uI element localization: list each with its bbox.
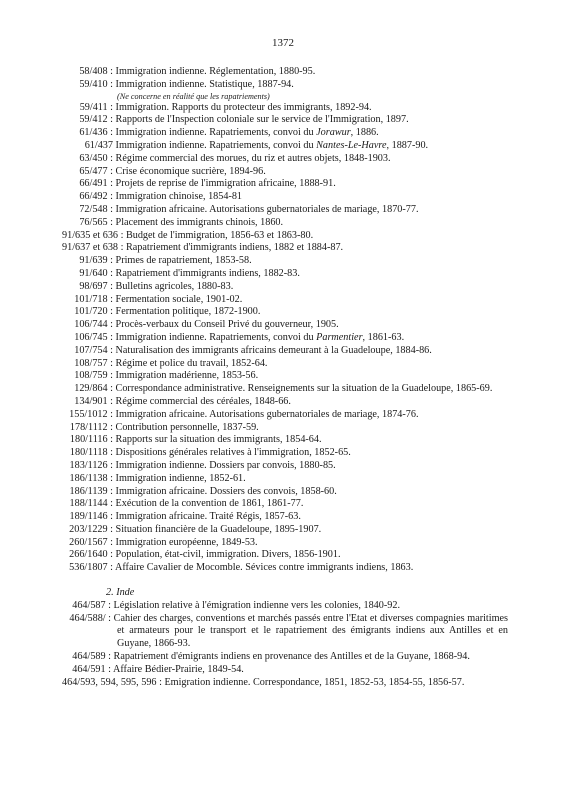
entry-reference: 186/1138 : <box>69 472 113 484</box>
entry-row <box>62 242 508 255</box>
entry-reference: 91/637 et 638 : <box>62 242 124 254</box>
entry-reference: 536/1807 : <box>69 562 113 574</box>
entry-description: Immigration. Rapports du protecteur des immigrants, 1892-94. <box>115 101 372 113</box>
entry-text-block <box>62 66 508 79</box>
entry-text-block <box>62 651 508 664</box>
entry-reference: 91/640 : <box>79 267 113 279</box>
entry-description: Fermentation politique, 1872-1900. <box>115 306 261 318</box>
entry-row <box>62 498 508 511</box>
entry-description: Population, état-civil, immigration. Divers, 1856-1901. <box>115 549 341 561</box>
entry-text-block <box>62 486 508 499</box>
entry-list <box>62 66 508 689</box>
entry-text-block <box>62 460 508 473</box>
entry-row <box>62 102 508 115</box>
entry-reference: 65/477 : <box>79 165 113 177</box>
entry-text-block <box>62 191 508 204</box>
entry-description: Placement des immigrants chinois, 1860. <box>115 216 284 228</box>
entry-row <box>62 255 508 268</box>
entry-description: Immigration africaine. Traité Régis, 1857-63. <box>115 511 301 523</box>
entry-text-block <box>62 396 508 409</box>
entry-description: Situation financière de la Guadeloupe, 1895-1907. <box>115 523 322 535</box>
entry-reference: 61/436 : <box>79 127 113 139</box>
entry-description: Immigration indienne. Rapatriements, convoi du <box>115 127 317 139</box>
entry-description: Immigration chinoise, 1854-81 <box>115 191 243 203</box>
entry-row <box>62 127 508 140</box>
entry-row <box>62 166 508 179</box>
entry-text-block <box>62 613 508 651</box>
entry-reference: 106/744 : <box>74 319 113 331</box>
page-number: 1372 <box>272 37 294 49</box>
entry-row <box>62 460 508 473</box>
entry-text-block <box>62 268 508 281</box>
entry-reference: 134/901 : <box>74 395 113 407</box>
entry-row <box>62 358 508 371</box>
entry-description: Immigration européenne, 1849-53. <box>115 536 258 548</box>
entry-reference: 72/548 : <box>79 203 113 215</box>
entry-row <box>62 281 508 294</box>
entry-row <box>62 409 508 422</box>
ship-name: Jorawur <box>316 127 351 139</box>
entry-text-block <box>62 242 508 255</box>
entry-text-block <box>62 204 508 217</box>
entry-text-block <box>62 511 508 524</box>
entry-description-tail: , 1887-90. <box>386 139 429 151</box>
entry-row <box>62 447 508 460</box>
entry-reference: 188/1144 : <box>69 498 113 510</box>
entry-text-block <box>62 281 508 294</box>
entry-row <box>62 473 508 486</box>
entry-row <box>62 562 508 575</box>
entry-row <box>62 114 508 127</box>
entry-description: Régime commercial des morues, du riz et autres objets, 1848-1903. <box>115 152 391 164</box>
entry-row <box>62 294 508 307</box>
entry-row <box>62 613 508 651</box>
entry-description: Immigration africaine. Autorisations gubernatoriales de mariage, 1874-76. <box>115 408 419 420</box>
entry-reference: 129/864 : <box>74 383 113 395</box>
entry-text-block <box>62 370 508 383</box>
entry-text-block <box>62 319 508 332</box>
entry-description: Législation relative à l'émigration indienne vers les colonies, 1840-92. <box>113 599 400 611</box>
entry-text-block <box>62 127 508 140</box>
entry-text-block <box>62 600 508 613</box>
entry-row <box>62 524 508 537</box>
entry-row <box>62 204 508 217</box>
entry-reference: 66/491 : <box>79 178 113 190</box>
entry-reference: 178/1112 : <box>69 421 113 433</box>
entry-reference: 59/411 : <box>79 101 113 113</box>
entry-text-block <box>62 358 508 371</box>
entry-row <box>62 66 508 79</box>
entry-text-block <box>62 549 508 562</box>
entry-description: Procès-verbaux du Conseil Privé du gouverneur, 1905. <box>115 319 339 331</box>
entry-description: Naturalisation des immigrants africains demeurant à la Guadeloupe, 1884-86. <box>115 344 432 356</box>
entry-description: Budget de l'immigration, 1856-63 et 1863-80. <box>125 229 314 241</box>
entry-description: Immigration indienne. Statistique, 1887-94. <box>115 78 294 90</box>
entry-row <box>62 600 508 613</box>
entry-row <box>62 268 508 281</box>
entry-description: Immigration indienne. Rapatriements, convoi du <box>115 139 317 151</box>
entry-reference: 186/1139 : <box>69 485 113 497</box>
entry-row <box>62 422 508 435</box>
entry-text-block <box>62 230 508 243</box>
entry-text-block <box>62 178 508 191</box>
entry-text-block <box>62 332 508 345</box>
entry-text-block <box>62 434 508 447</box>
entry-reference: 101/720 : <box>74 306 113 318</box>
entry-reference: 180/1118 : <box>69 447 113 459</box>
entry-row <box>62 370 508 383</box>
entry-text-block <box>62 524 508 537</box>
entry-reference: 183/1126 : <box>69 459 113 471</box>
entry-description: Régime commercial des céréales, 1848-66. <box>115 395 291 407</box>
entry-reference: 189/1146 : <box>69 511 113 523</box>
entry-description: Rapatriement d'immigrants indiens, 1882-83. <box>115 267 300 279</box>
entry-text-block <box>62 409 508 422</box>
entry-row <box>62 178 508 191</box>
entry-description: Dispositions générales relatives à l'immigration, 1852-65. <box>115 447 351 459</box>
entry-row <box>62 306 508 319</box>
entry-reference: 59/410 : <box>79 78 113 90</box>
entry-reference: 464/591 : <box>72 663 111 675</box>
entry-reference: 464/589 : <box>72 651 111 663</box>
entry-reference: 58/408 : <box>79 66 113 77</box>
entry-row <box>62 396 508 409</box>
entry-row <box>62 651 508 664</box>
entry-description: Primes de rapatriement, 1853-58. <box>115 255 252 267</box>
entry-reference: 91/639 : <box>79 255 113 267</box>
entry-description: Immigration indienne. Réglementation, 1880-95. <box>115 66 316 77</box>
entry-text-block <box>62 664 508 677</box>
entry-reference: 76/565 : <box>79 216 113 228</box>
entry-description-tail: , 1886. <box>350 127 379 139</box>
entry-reference: 180/1116 : <box>69 434 113 446</box>
entry-description: Bulletins agricoles, 1880-83. <box>115 280 234 292</box>
entry-reference: 61/437 <box>84 139 113 151</box>
entry-text-block <box>62 255 508 268</box>
entry-row <box>62 217 508 230</box>
entry-row <box>62 153 508 166</box>
entry-row <box>62 230 508 243</box>
entry-row <box>62 191 508 204</box>
entry-reference: 464/593, 594, 595, 596 : <box>62 676 162 688</box>
entry-reference: 101/718 : <box>74 293 113 305</box>
entry-row <box>62 383 508 396</box>
ship-name: Nantes-Le-Havre <box>316 139 387 151</box>
entry-text-block <box>62 153 508 166</box>
entry-reference: 91/635 et 636 : <box>62 229 124 241</box>
entry-reference: 203/1229 : <box>69 523 113 535</box>
entry-text-block <box>62 306 508 319</box>
entry-row <box>62 537 508 550</box>
entry-description: Immigration indienne, 1852-61. <box>115 472 246 484</box>
entry-row <box>62 486 508 499</box>
entry-description-tail: , 1861-63. <box>362 331 405 343</box>
entry-reference: 98/697 : <box>79 280 113 292</box>
entry-reference: 59/412 : <box>79 114 113 126</box>
entry-row <box>62 345 508 358</box>
entry-text-block <box>62 537 508 550</box>
entry-reference: 106/745 : <box>74 331 113 343</box>
entry-text-block <box>62 422 508 435</box>
entry-text-block <box>62 498 508 511</box>
entry-description: Emigration indienne. Correspondance, 1851, 1852-53, 1854-55, 1856-57. <box>164 676 465 688</box>
entry-row <box>62 140 508 153</box>
entry-reference: 108/759 : <box>74 370 113 382</box>
entry-description: Affaire Cavalier de Mocomble. Sévices contre immigrants indiens, 1863. <box>114 562 414 574</box>
entry-note: (Ne concerne en réalité que les rapatriements) <box>117 91 270 101</box>
entry-description: Fermentation sociale, 1901-02. <box>115 293 243 305</box>
entry-row <box>62 549 508 562</box>
section-heading-inde: 2. Inde <box>106 587 135 599</box>
entry-description: Contribution personnelle, 1837-59. <box>115 421 259 433</box>
entry-description: Immigration indienne. Dossiers par convois, 1880-85. <box>115 459 336 471</box>
entry-description: Crise économique sucrière, 1894-96. <box>115 165 266 177</box>
entry-reference: 266/1640 : <box>69 549 113 561</box>
entry-row <box>62 664 508 677</box>
entry-row <box>62 319 508 332</box>
entry-row <box>62 677 508 690</box>
entry-text-block <box>62 562 508 575</box>
entry-description: Cahier des charges, conventions et marchés passés entre l'Etat et diverses compagnies maritimes et armateurs pour le transport et le rapatriement des émigrants indiens aux Antilles et en Guyane, 1866-93. <box>113 612 509 650</box>
entry-row <box>62 511 508 524</box>
entry-text-block <box>62 345 508 358</box>
entry-text-block <box>62 166 508 179</box>
section-2-list <box>62 600 508 690</box>
entry-text-block <box>62 294 508 307</box>
entry-reference: 464/587 : <box>72 599 111 611</box>
entry-description: Affaire Bédier-Prairie, 1849-54. <box>112 663 244 675</box>
ship-name: Parmentier <box>316 331 363 343</box>
entry-description: Immigration indienne. Rapatriements, convoi du <box>115 331 317 343</box>
entry-description: Projets de reprise de l'immigration africaine, 1888-91. <box>115 178 336 190</box>
entry-text-block <box>62 473 508 486</box>
entry-description: Rapatriement d'immigrants indiens, 1882 et 1884-87. <box>125 242 344 254</box>
entry-row <box>62 332 508 345</box>
entry-reference: 107/754 : <box>74 344 113 356</box>
entry-description: Rapports de l'Inspection coloniale sur le service de l'Immigration, 1897. <box>115 114 409 126</box>
section-1-list <box>62 66 508 575</box>
entry-reference: 260/1567 : <box>69 536 113 548</box>
entry-text-block <box>62 140 508 153</box>
entry-text-block <box>62 217 508 230</box>
entry-row <box>62 434 508 447</box>
entry-description: Rapatriement d'émigrants indiens en provenance des Antilles et de la Guyane, 1868-94. <box>113 651 470 663</box>
entry-text-block <box>62 114 508 127</box>
entry-description: Immigration madérienne, 1853-56. <box>115 370 259 382</box>
entry-description: Rapports sur la situation des immigrants, 1854-64. <box>115 434 322 446</box>
entry-text-block <box>62 383 508 396</box>
entry-reference: 464/588/ : <box>69 612 111 624</box>
entry-reference: 66/492 : <box>79 191 113 203</box>
entry-text-block <box>62 79 508 102</box>
entry-reference: 155/1012 : <box>69 408 113 420</box>
entry-text-block <box>62 677 508 690</box>
entry-description: Immigration africaine. Dossiers des convois, 1858-60. <box>115 485 337 497</box>
entry-reference: 108/757 : <box>74 357 113 369</box>
entry-reference: 63/450 : <box>79 152 113 164</box>
entry-text-block <box>62 447 508 460</box>
entry-row <box>62 79 508 102</box>
entry-description: Régime et police du travail, 1852-64. <box>115 357 268 369</box>
entry-description: Exécution de la convention de 1861, 1861-77. <box>115 498 304 510</box>
entry-text-block <box>62 102 508 115</box>
entry-description: Immigration africaine. Autorisations gubernatoriales de mariage, 1870-77. <box>115 203 419 215</box>
entry-description: Correspondance administrative. Renseignements sur la situation de la Guadeloupe, 1865-69. <box>115 383 493 395</box>
